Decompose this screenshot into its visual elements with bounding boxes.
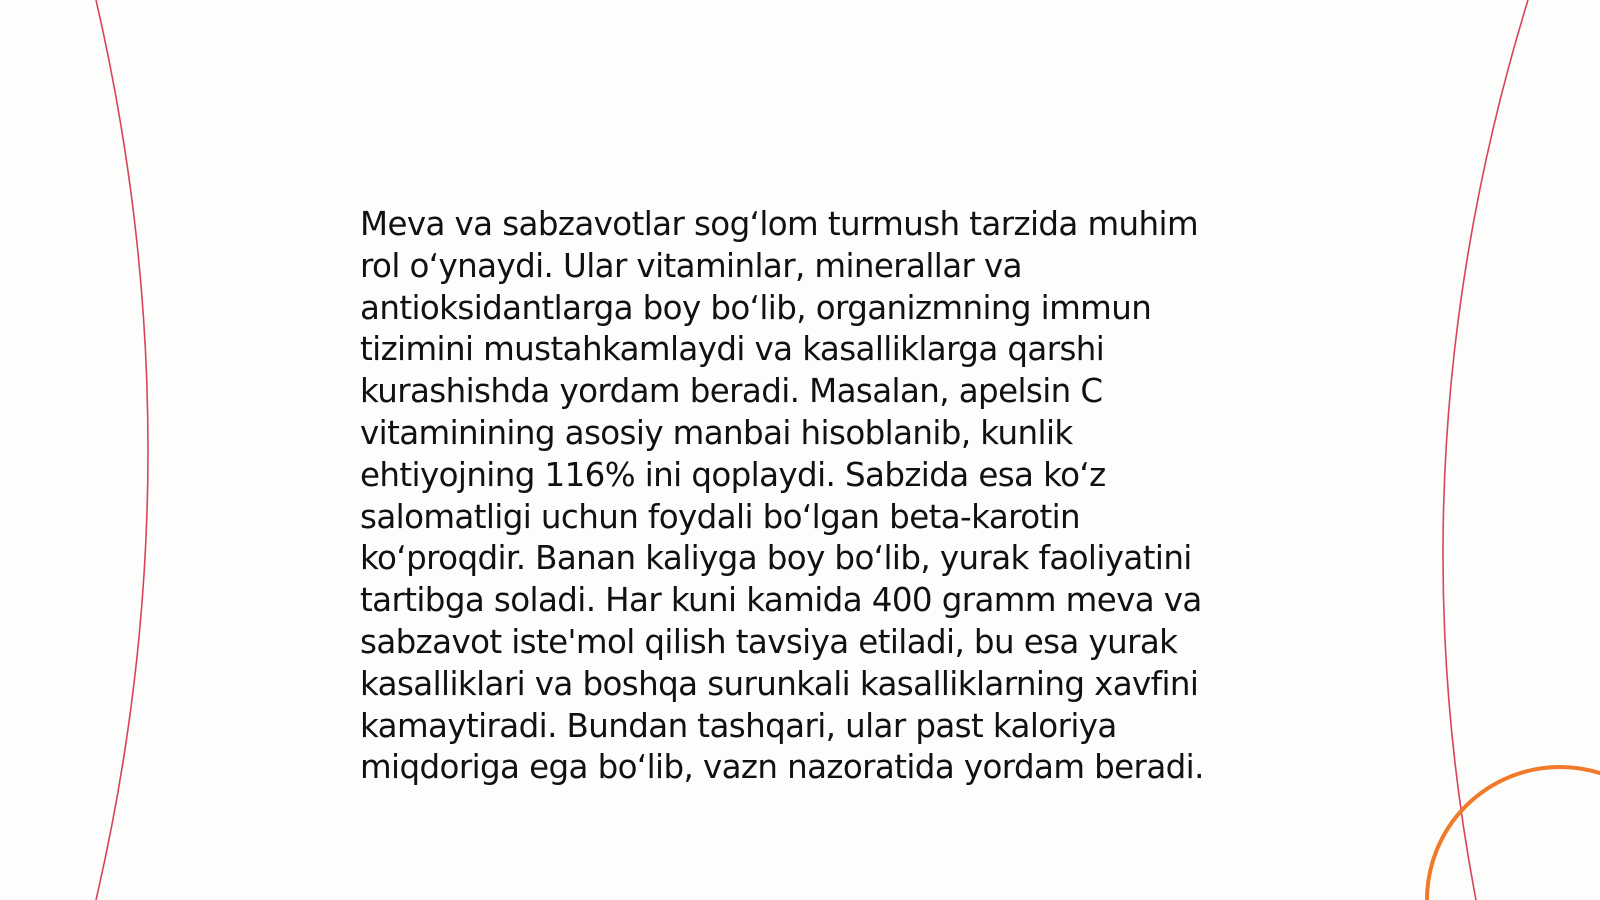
- left-curve-line: [96, 0, 148, 900]
- body-paragraph: Meva va sabzavotlar sogʻlom turmush tarzida muhim rol oʻynaydi. Ular vitaminlar, minerallar va antioksidantlarga boy boʻlib, organizmning immun tizimini mustahkamlaydi va kasalliklarga qarshi kurashishda yordam beradi. Masalan, apelsin C vitaminining asosiy manbai hisoblanib, kunlik ehtiyojning 116% ini qoplaydi. Sabzida esa koʻz salomatligi uchun foydali boʻlgan beta-karotin koʻproqdir. Banan kaliyga boy boʻlib, yurak faoliyatini tartibga soladi. Har kuni kamida 400 gramm meva va sabzavot iste'mol qilish tavsiya etiladi, bu esa yurak kasalliklari va boshqa surunkali kasalliklarning xavfini kamaytiradi. Bundan tashqari, ular past kaloriya miqdoriga ega boʻlib, vazn nazoratida yordam beradi.: [360, 205, 1204, 787]
- corner-circle-outline: [1427, 767, 1600, 900]
- right-curve-line: [1443, 0, 1528, 900]
